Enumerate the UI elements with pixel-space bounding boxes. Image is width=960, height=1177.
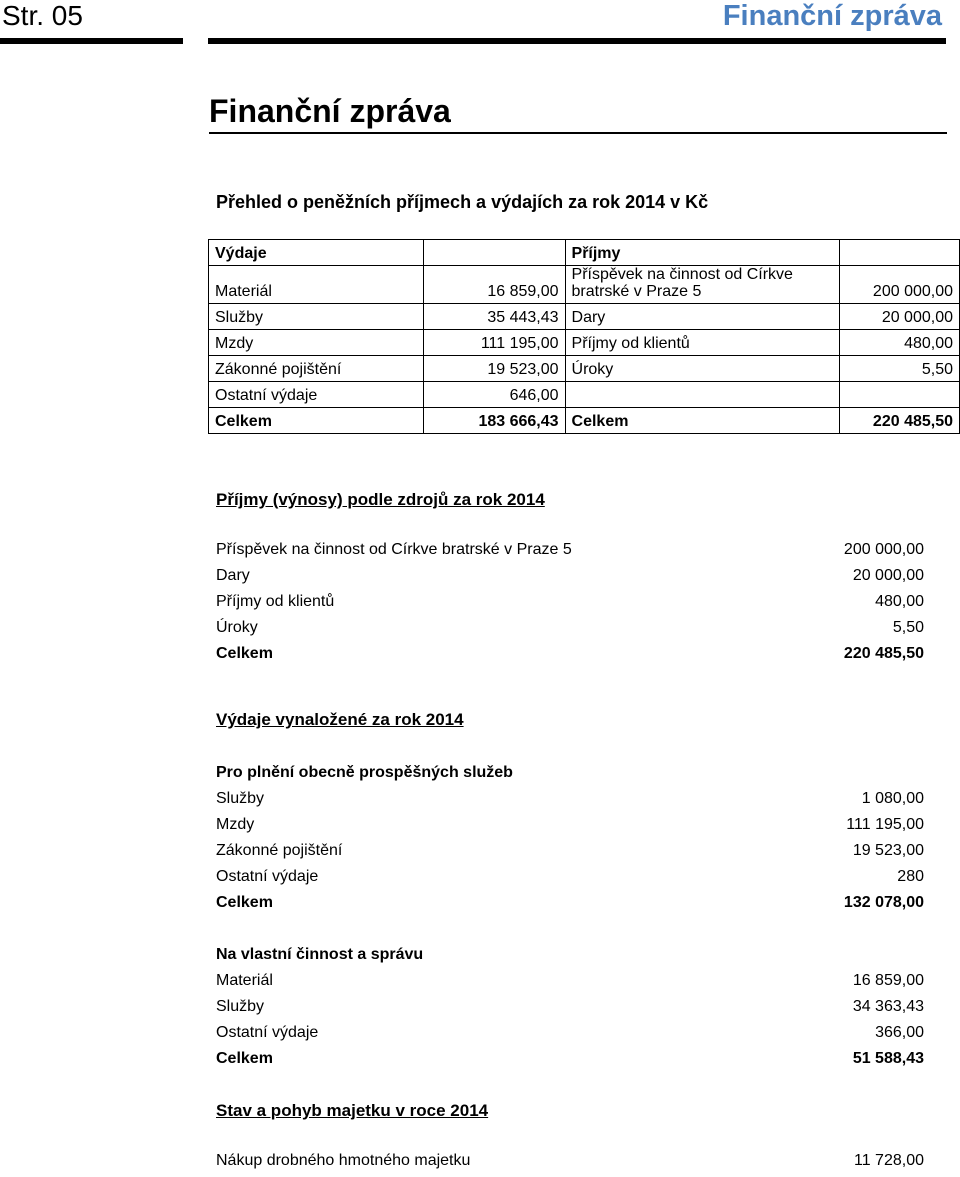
list-item	[216, 566, 924, 592]
income-label	[565, 382, 840, 408]
list-total	[216, 893, 924, 919]
income-label	[565, 266, 840, 304]
item-value: 111 195,00	[846, 816, 924, 833]
table-total-row	[209, 408, 960, 434]
overview-table	[208, 239, 960, 434]
overview-heading: Přehled o peněžních příjmech a výdajích za rok 2014 v Kč	[216, 192, 709, 212]
own-activity-list	[216, 971, 924, 1075]
income-label-line1: Příspěvek na činnost od Církve	[571, 266, 793, 283]
income-label: Úroky	[565, 356, 840, 382]
item-value: 34 363,43	[852, 998, 924, 1015]
income-total-label: Celkem	[565, 408, 840, 434]
title-rule	[209, 132, 947, 134]
expense-value: 646,00	[423, 382, 565, 408]
list-item	[216, 815, 924, 841]
list-item	[216, 1151, 924, 1177]
income-header: Příjmy	[565, 240, 840, 266]
header-rule-right	[208, 38, 946, 44]
page-number: Str. 05	[2, 0, 83, 31]
item-label: Ostatní výdaje	[216, 868, 319, 885]
item-value: 11 728,00	[854, 1152, 924, 1169]
table-row	[209, 304, 960, 330]
income-total-value: 220 485,50	[840, 408, 960, 434]
list-item	[216, 841, 924, 867]
total-label: Celkem	[216, 894, 273, 911]
header-rule-left	[0, 38, 183, 44]
item-label: Služby	[216, 998, 265, 1015]
list-total	[216, 1049, 924, 1075]
public-benefit-list	[216, 789, 924, 919]
income-value: 480,00	[840, 330, 960, 356]
item-label: Dary	[216, 567, 250, 584]
total-label: Celkem	[216, 1050, 273, 1067]
total-value: 220 485,50	[843, 645, 924, 662]
item-value: 20 000,00	[852, 567, 924, 584]
item-value: 16 859,00	[852, 972, 924, 989]
list-item	[216, 540, 924, 566]
item-label: Zákonné pojištění	[216, 842, 343, 859]
income-value: 20 000,00	[840, 304, 960, 330]
expenses-spent-heading: Výdaje vynaložené za rok 2014	[216, 710, 464, 729]
expense-total-value: 183 666,43	[423, 408, 565, 434]
expense-value: 16 859,00	[423, 266, 565, 304]
list-item	[216, 867, 924, 893]
expense-value: 111 195,00	[423, 330, 565, 356]
item-value: 5,50	[892, 619, 924, 636]
expenses-header: Výdaje	[209, 240, 424, 266]
list-item	[216, 997, 924, 1023]
table-header-row	[209, 240, 960, 266]
item-value: 280	[897, 868, 924, 885]
item-label: Mzdy	[216, 816, 255, 833]
item-label: Služby	[216, 790, 265, 807]
list-item	[216, 592, 924, 618]
table-cell	[423, 240, 565, 266]
expense-value: 35 443,43	[423, 304, 565, 330]
public-benefit-heading: Pro plnění obecně prospěšných služeb	[216, 764, 513, 781]
total-value: 51 588,43	[852, 1050, 924, 1067]
income-sources-list	[216, 540, 924, 670]
expense-label: Ostatní výdaje	[209, 382, 424, 408]
own-activity-heading: Na vlastní činnost a správu	[216, 946, 424, 963]
income-label: Dary	[565, 304, 840, 330]
item-label: Nákup drobného hmotného majetku	[216, 1152, 471, 1169]
assets-list	[216, 1151, 924, 1177]
table-cell	[840, 240, 960, 266]
item-label: Příjmy od klientů	[216, 593, 335, 610]
income-value: 200 000,00	[840, 266, 960, 304]
item-label: Úroky	[216, 619, 258, 636]
item-label: Materiál	[216, 972, 273, 989]
table-row	[209, 330, 960, 356]
item-label: Příspěvek na činnost od Církve bratrské v Praze 5	[216, 541, 572, 558]
expense-total-label: Celkem	[209, 408, 424, 434]
item-value: 200 000,00	[843, 541, 924, 558]
list-item	[216, 971, 924, 997]
income-label-line2: bratrské v Praze 5	[571, 283, 702, 300]
expense-label: Zákonné pojištění	[209, 356, 424, 382]
total-value: 132 078,00	[843, 894, 924, 911]
list-item	[216, 618, 924, 644]
table-row	[209, 382, 960, 408]
expense-label: Služby	[209, 304, 424, 330]
table-row	[209, 266, 960, 304]
item-value: 1 080,00	[861, 790, 924, 807]
income-label: Příjmy od klientů	[565, 330, 840, 356]
total-label: Celkem	[216, 645, 273, 662]
item-label: Ostatní výdaje	[216, 1024, 319, 1041]
table-row	[209, 356, 960, 382]
income-value	[840, 382, 960, 408]
list-total	[216, 644, 924, 670]
income-sources-heading: Příjmy (výnosy) podle zdrojů za rok 2014	[216, 490, 545, 509]
income-value: 5,50	[840, 356, 960, 382]
item-value: 366,00	[875, 1024, 924, 1041]
running-title: Finanční zpráva	[722, 0, 942, 32]
assets-heading: Stav a pohyb majetku v roce 2014	[216, 1101, 489, 1120]
list-item	[216, 1023, 924, 1049]
document-title: Finanční zpráva	[209, 93, 451, 129]
expense-label: Materiál	[209, 266, 424, 304]
list-item	[216, 789, 924, 815]
item-value: 19 523,00	[852, 842, 924, 859]
item-value: 480,00	[875, 593, 924, 610]
expense-label: Mzdy	[209, 330, 424, 356]
expense-value: 19 523,00	[423, 356, 565, 382]
